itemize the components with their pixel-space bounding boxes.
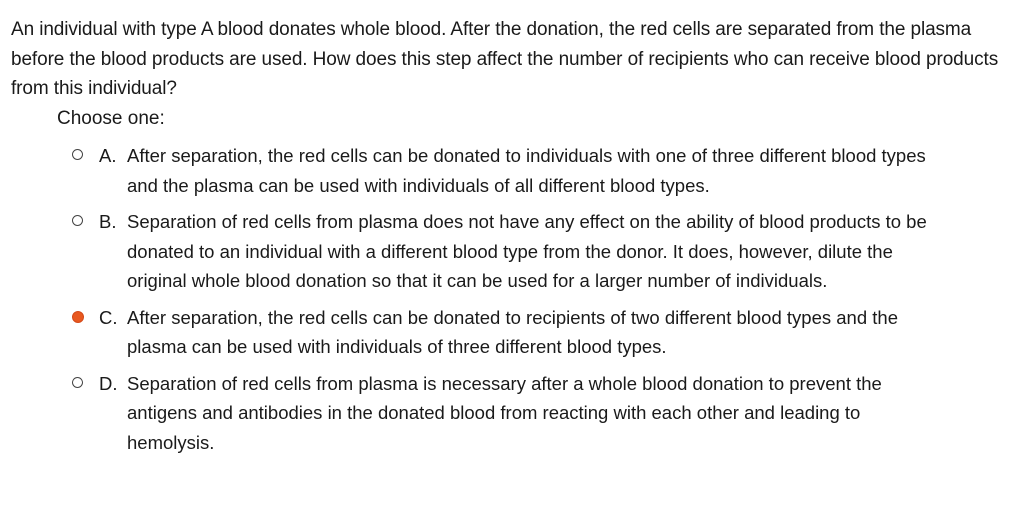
radio-button-d[interactable]	[72, 377, 83, 388]
choice-b-letter: B.	[99, 211, 117, 232]
choice-c-letter: C.	[99, 306, 118, 328]
choice-d-text: Separation of red cells from plasma is necessary after a whole blood donation to prevent the antigens and antibodies in the donated blood from reacting with each other and leading to hemolysis.	[127, 372, 882, 453]
choice-c[interactable]	[67, 303, 927, 362]
choice-c-text: After separation, the red cells can be donated to recipients of two different blood types and the plasma can be used with individuals of three different blood types.	[127, 306, 898, 357]
choose-one-prompt: Choose one:	[57, 108, 165, 129]
choice-a-text: After separation, the red cells can be donated to individuals with one of three different blood types and the plasma can be used with individuals of all different blood types.	[127, 145, 926, 196]
choice-a[interactable]	[67, 141, 927, 200]
choice-b[interactable]	[67, 207, 947, 296]
choice-d[interactable]	[67, 369, 927, 458]
choice-d-letter: D.	[99, 372, 118, 394]
question-text: An individual with type A blood donates whole blood. After the donation, the red cells are separated from the plasma before the blood products are used. How does this step affect the number of recipients who can receive blood products from this individual?	[11, 19, 999, 99]
answer-choices	[67, 141, 927, 464]
radio-button-b[interactable]	[72, 215, 83, 226]
radio-button-a[interactable]	[72, 149, 83, 160]
choice-a-letter: A.	[99, 145, 117, 166]
radio-button-c[interactable]	[72, 311, 84, 323]
choice-b-text: Separation of red cells from plasma does not have any effect on the ability of blood products to be donated to an individual with a different blood type from the donor. It does, however, dilute the original whole blood donation so that it can be used for a larger number of individuals.	[127, 211, 927, 291]
